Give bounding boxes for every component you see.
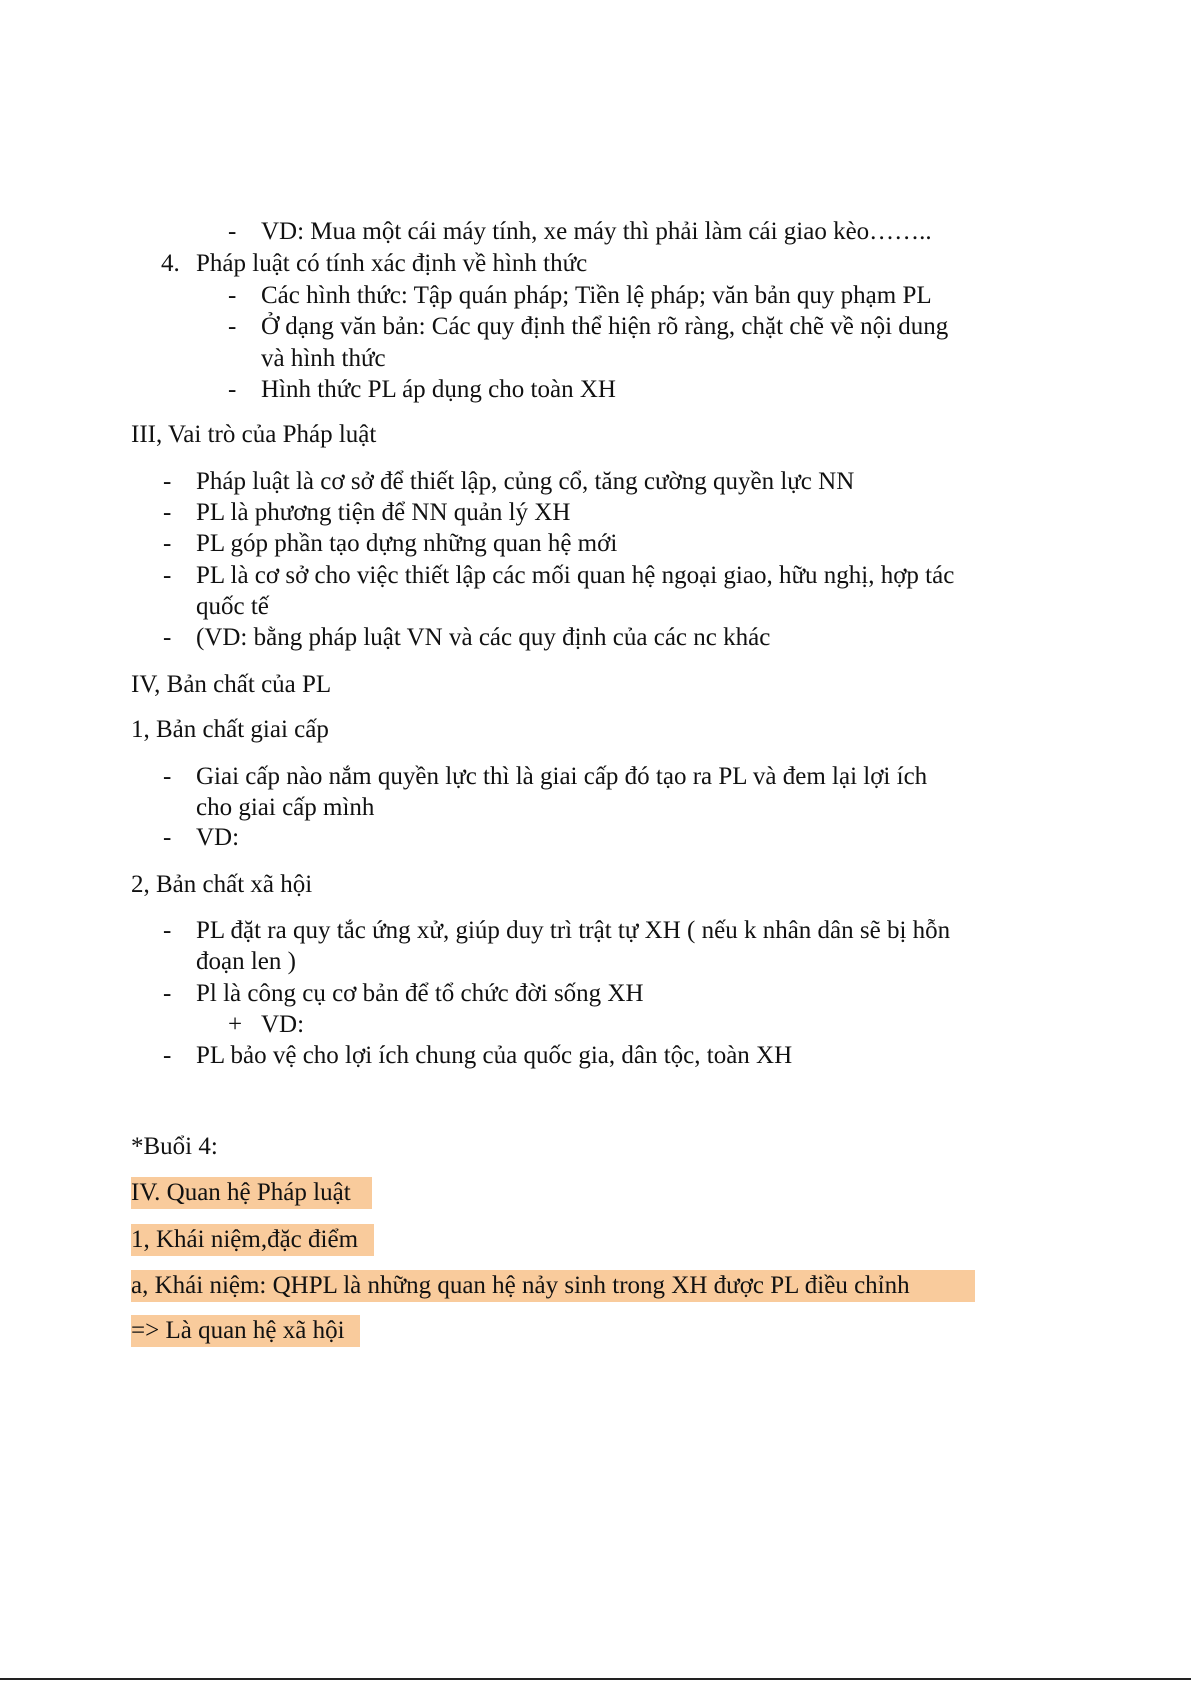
section-heading: III, Vai trò của Pháp luật <box>131 421 377 448</box>
list-item: PL bảo vệ cho lợi ích chung của quốc gia, dân tộc, toàn XH <box>196 1042 793 1069</box>
list-dash: - <box>228 218 237 245</box>
list-item-continuation: và hình thức <box>261 345 386 372</box>
section-heading: IV, Bản chất của PL <box>131 671 332 698</box>
list-item: VD: Mua một cái máy tính, xe máy thì phải làm cái giao kèo…….. <box>261 218 932 245</box>
list-item: PL đặt ra quy tắc ứng xử, giúp duy trì trật tự XH ( nếu k nhân dân sẽ bị hỗn <box>196 917 951 944</box>
list-dash: - <box>163 980 172 1007</box>
list-item: Ở dạng văn bản: Các quy định thể hiện rõ ràng, chặt chẽ về nội dung <box>261 313 949 340</box>
highlighted-subheading <box>131 1224 374 1256</box>
list-item-continuation: cho giai cấp mình <box>196 794 375 821</box>
list-item: PL là phương tiện để NN quản lý XH <box>196 499 571 526</box>
list-item: PL là cơ sở cho việc thiết lập các mối quan hệ ngoại giao, hữu nghị, hợp tác <box>196 562 955 589</box>
highlighted-conclusion <box>131 1315 360 1347</box>
list-item: Pl là công cụ cơ bản để tổ chức đời sống XH <box>196 980 644 1007</box>
list-dash: - <box>228 376 237 403</box>
highlight-text: a, Khái niệm: QHPL là những quan hệ nảy sinh trong XH được PL điều chỉnh <box>131 1270 975 1302</box>
list-item-continuation: quốc tế <box>196 593 269 620</box>
list-item: VD: <box>196 824 240 851</box>
numbered-item: Pháp luật có tính xác định về hình thức <box>196 250 588 277</box>
session-label: *Buổi 4: <box>131 1133 218 1160</box>
list-dash: - <box>163 917 172 944</box>
list-dash: - <box>163 624 172 651</box>
list-dash: - <box>163 499 172 526</box>
list-item: PL góp phần tạo dựng những quan hệ mới <box>196 530 618 557</box>
list-dash: - <box>163 763 172 790</box>
list-dash: - <box>228 313 237 340</box>
subsection-heading: 2, Bản chất xã hội <box>131 871 313 898</box>
highlighted-heading <box>131 1177 372 1209</box>
list-item-continuation: đoạn len ) <box>196 948 296 975</box>
list-plus: + <box>228 1011 243 1038</box>
list-dash: - <box>228 282 237 309</box>
list-item: Giai cấp nào nắm quyền lực thì là giai cấp đó tạo ra PL và đem lại lợi ích <box>196 763 928 790</box>
highlight-text: IV. Quan hệ Pháp luật <box>131 1177 372 1209</box>
numbered-marker: 4. <box>161 250 180 277</box>
list-item: Pháp luật là cơ sở để thiết lập, củng cổ, tăng cường quyền lực NN <box>196 468 855 495</box>
highlight-text: => Là quan hệ xã hội <box>131 1315 360 1347</box>
subsection-heading: 1, Bản chất giai cấp <box>131 716 329 743</box>
list-item: Các hình thức: Tập quán pháp; Tiền lệ pháp; văn bản quy phạm PL <box>261 282 932 309</box>
list-dash: - <box>163 1042 172 1069</box>
list-item: VD: <box>261 1011 305 1038</box>
list-dash: - <box>163 824 172 851</box>
list-dash: - <box>163 530 172 557</box>
highlight-text: 1, Khái niệm,đặc điểm <box>131 1224 374 1256</box>
list-item: (VD: bằng pháp luật VN và các quy định của các nc khác <box>196 624 771 651</box>
list-dash: - <box>163 562 172 589</box>
list-item: Hình thức PL áp dụng cho toàn XH <box>261 376 616 403</box>
highlighted-definition <box>131 1270 975 1302</box>
bottom-edge-line <box>0 1678 1191 1680</box>
list-dash: - <box>163 468 172 495</box>
